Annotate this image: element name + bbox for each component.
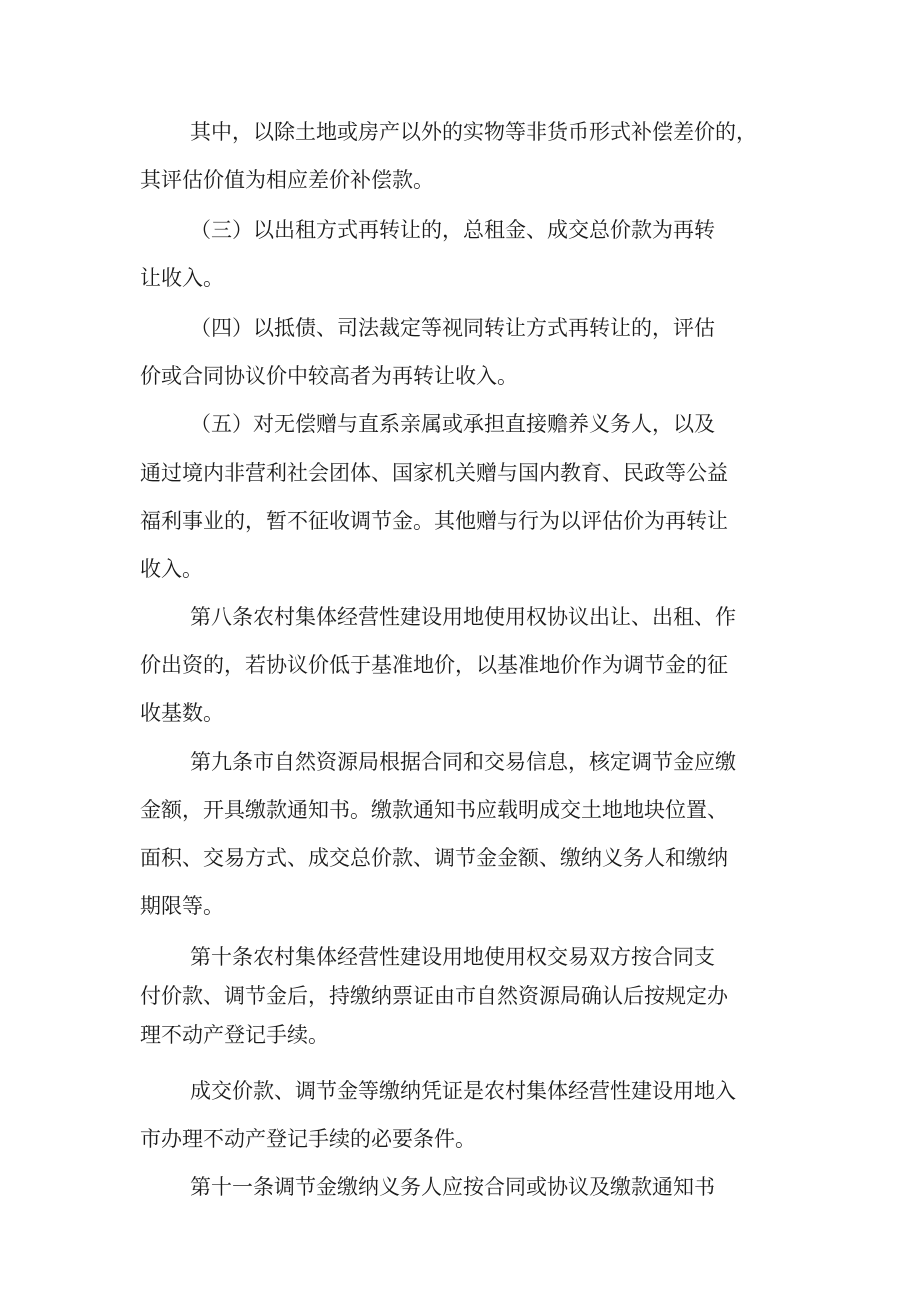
text-line: （四）以抵债、司法裁定等视同转让方式再转让的，评估 <box>190 316 715 340</box>
text-line: 第十条农村集体经营性建设用地使用权交易双方按合同支 <box>190 945 715 969</box>
text-line: 其中，以除土地或房产以外的实物等非货币形式补偿差价的， <box>190 120 757 144</box>
text-line: 通过境内非营利社会团体、国家机关赠与国内教育、民政等公益 <box>140 461 728 485</box>
text-line: 理不动产登记手续。 <box>140 1023 329 1047</box>
text-line: 收基数。 <box>140 701 224 725</box>
text-line: 面积、交易方式、成交总价款、调节金金额、缴纳义务人和缴纳 <box>140 846 728 870</box>
text-line: 让收入。 <box>140 266 224 290</box>
text-line: 第八条农村集体经营性建设用地使用权协议出让、出租、作 <box>190 605 736 629</box>
text-line: 金额，开具缴款通知书。缴款通知书应载明成交土地地块位置、 <box>140 798 728 822</box>
text-line: 付价款、调节金后，持缴纳票证由市自然资源局确认后按规定办 <box>140 984 728 1008</box>
text-line: 期限等。 <box>140 894 224 918</box>
text-line: 第十一条调节金缴纳义务人应按合同或协议及缴款通知书 <box>190 1175 715 1199</box>
text-line: 其评估价值为相应差价补偿款。 <box>140 168 434 192</box>
text-line: （五）对无偿赠与直系亲属或承担直接赡养义务人，以及 <box>190 412 715 436</box>
text-line: 收入。 <box>140 557 203 581</box>
text-line: 福利事业的，暂不征收调节金。其他赠与行为以评估价为再转让 <box>140 509 728 533</box>
text-line: 成交价款、调节金等缴纳凭证是农村集体经营性建设用地入 <box>190 1079 736 1103</box>
text-line: 市办理不动产登记手续的必要条件。 <box>140 1127 476 1151</box>
text-line: 价出资的，若协议价低于基准地价，以基准地价作为调节金的征 <box>140 653 728 677</box>
text-line: 价或合同协议价中较高者为再转让收入。 <box>140 364 518 388</box>
text-line: 第九条市自然资源局根据合同和交易信息，核定调节金应缴 <box>190 750 736 774</box>
text-line: （三）以出租方式再转让的，总租金、成交总价款为再转 <box>190 218 715 242</box>
